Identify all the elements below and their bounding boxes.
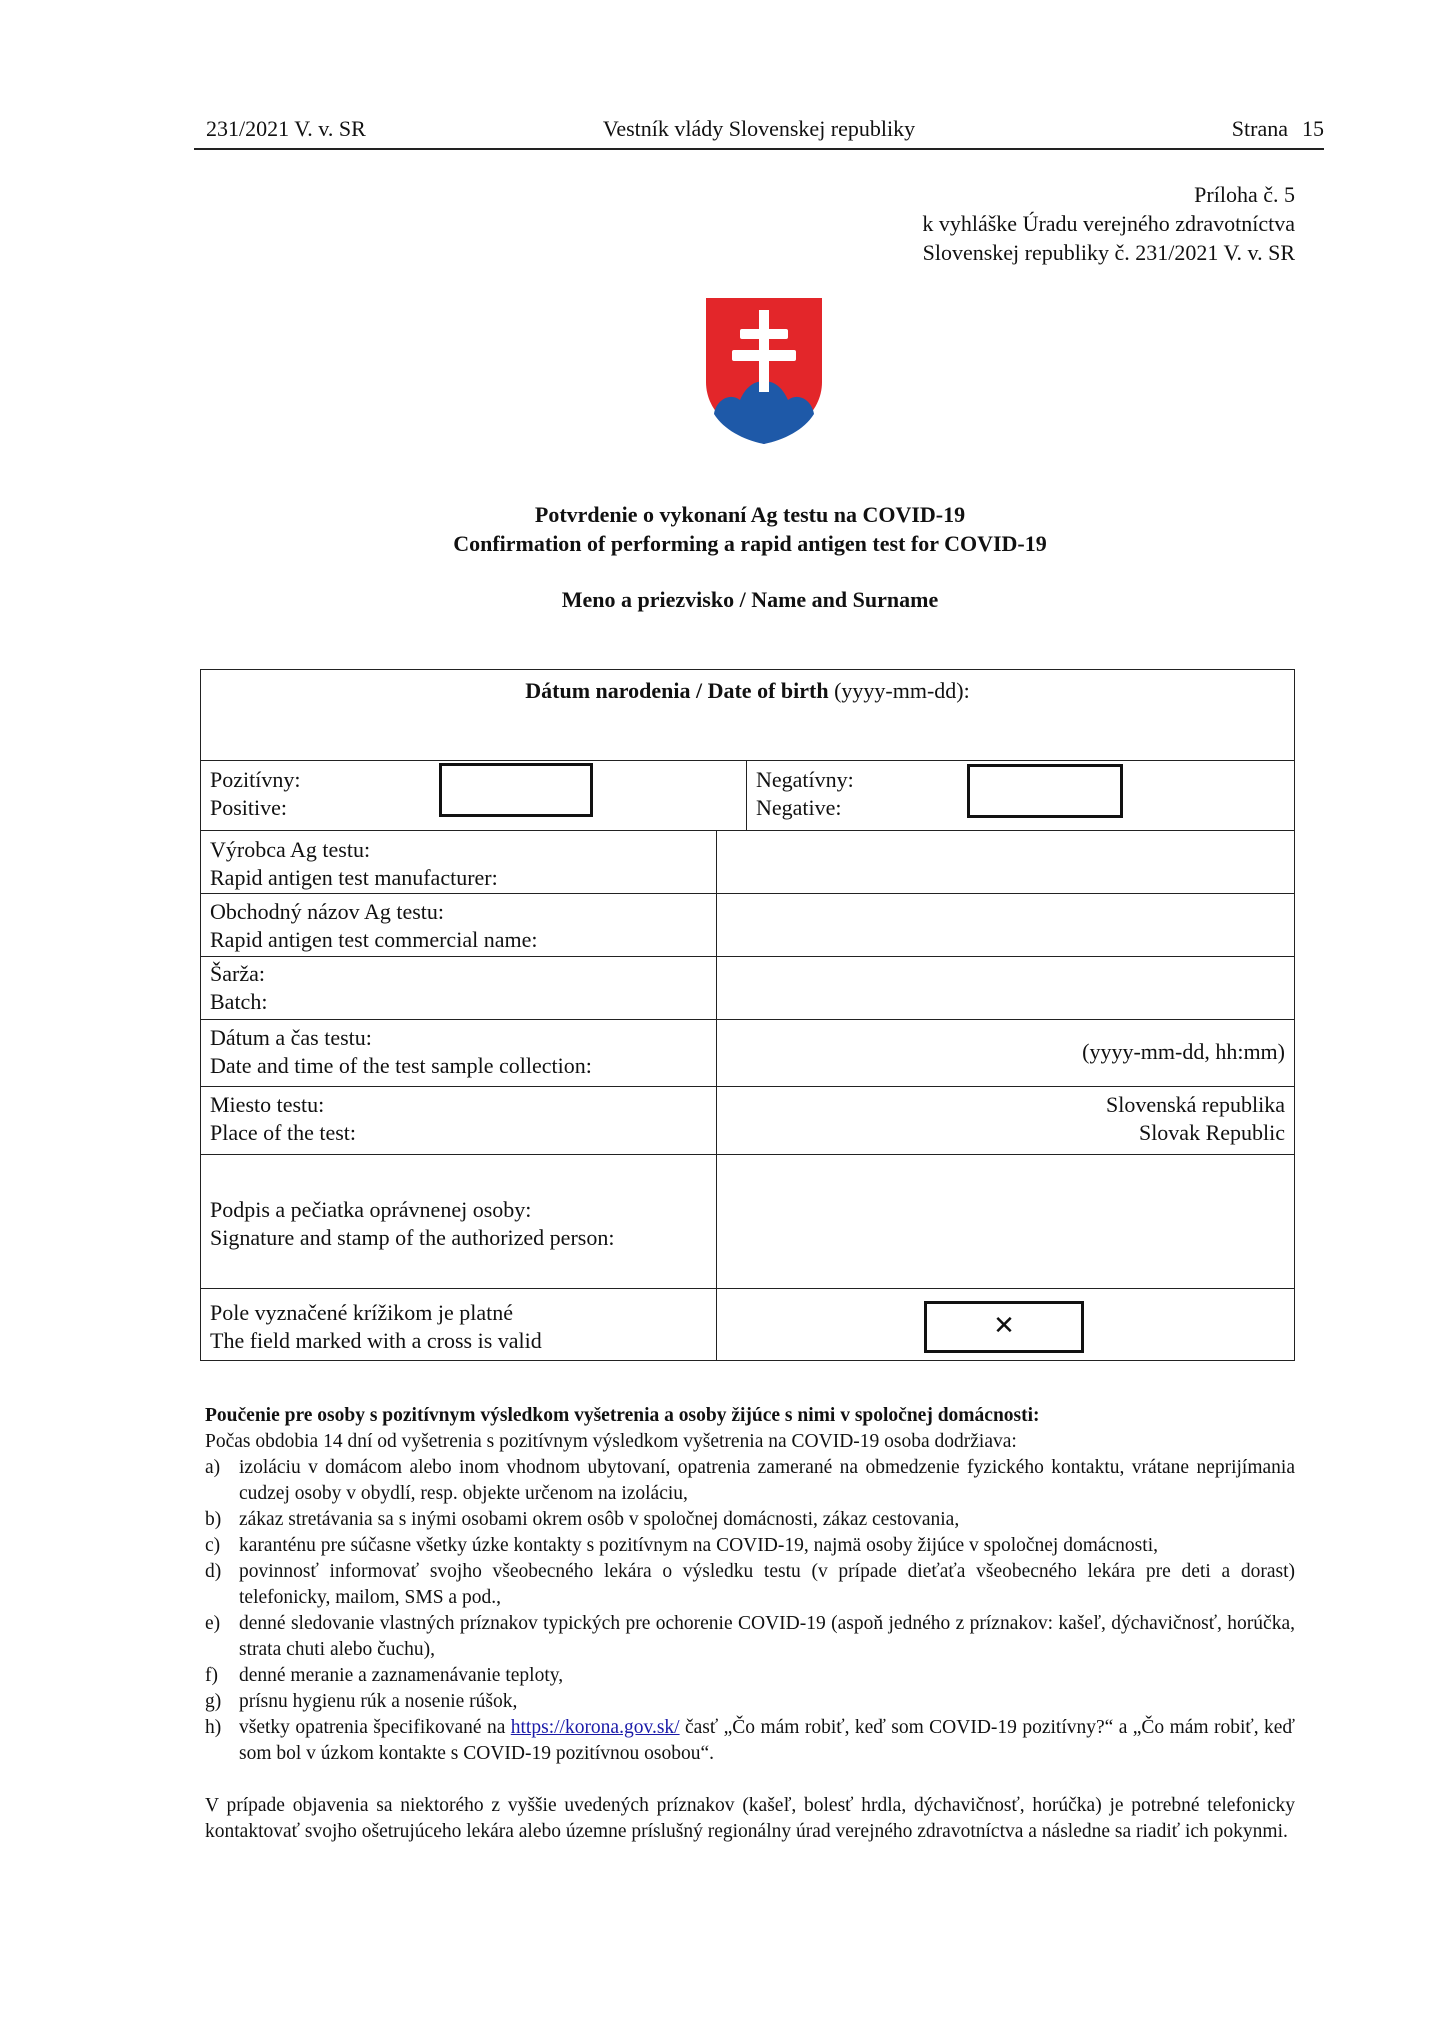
date-of-birth-field[interactable]	[201, 678, 1294, 704]
instructions-title: Poučenie pre osoby s pozitívnym výsledkom vyšetrenia a osoby žijúce s nimi v spoločnej domácnosti:	[205, 1405, 1040, 1426]
datetime-label-en: Date and time of the test sample collection:	[210, 1053, 592, 1078]
title-english: Confirmation of performing a rapid antigen test for COVID-19	[453, 531, 1047, 556]
list-item-text: denné meranie a zaznamenávanie teploty,	[239, 1665, 564, 1686]
slovak-coat-of-arms-icon	[703, 296, 825, 446]
place-value	[1106, 1091, 1285, 1147]
test-confirmation-form	[200, 669, 1295, 1361]
instructions-intro: Počas obdobia 14 dní od vyšetrenia s pozitívnym výsledkom vyšetrenia na COVID-19 osoba dodržiava:	[205, 1431, 1017, 1452]
title-slovak: Potvrdenie o vykonaní Ag testu na COVID-19	[534, 502, 966, 527]
commercial-name-label	[210, 898, 537, 954]
negative-label-sk: Negatívny:	[756, 767, 854, 792]
signature-field[interactable]	[718, 1156, 1294, 1286]
list-item-text: prísnu hygienu rúk a nosenie rúšok,	[239, 1691, 518, 1712]
list-item-key: c)	[205, 1535, 221, 1556]
cross-mark-icon: ✕	[993, 1311, 1015, 1341]
annex-line-1: Príloha č. 5	[1194, 182, 1295, 207]
valid-field-note-sk: Pole vyznačené krížikom je platné	[210, 1300, 513, 1325]
positive-label-sk: Pozitívny:	[210, 767, 301, 792]
list-item-key: a)	[205, 1457, 221, 1478]
list-item-key: g)	[205, 1691, 222, 1712]
list-item-key: e)	[205, 1613, 221, 1634]
valid-row-divider	[201, 1288, 1294, 1289]
negative-label	[756, 766, 854, 822]
manufacturer-row-divider	[201, 830, 1294, 831]
negative-label-en: Negative:	[756, 795, 842, 820]
negative-checkbox[interactable]	[967, 764, 1123, 818]
datetime-label	[210, 1024, 592, 1080]
batch-label	[210, 960, 267, 1016]
running-header	[194, 116, 1324, 150]
positive-label	[210, 766, 300, 822]
header-journal-title: Vestník vlády Slovenskej republiky	[602, 116, 916, 141]
header-reference: 231/2021 V. v. SR	[206, 116, 366, 141]
batch-row-divider	[201, 956, 1294, 957]
list-item	[205, 1507, 1295, 1533]
list-item-h	[205, 1715, 1295, 1767]
result-row-divider	[201, 760, 1294, 761]
place-row-divider	[201, 1086, 1294, 1087]
list-item-text: časť „Čo mám robiť, keď som COVID-19 pozitívny?“ a „Čo mám robiť, keď som bol v úzkom kontakte s COVID-19 pozitívnou osobou“.	[239, 1717, 1295, 1764]
instructions-section	[205, 1403, 1295, 1845]
symptoms-instruction: V prípade objavenia sa niektorého z vyššie uvedených príznakov (kašeľ, bolesť hrdla, dýchavičnosť, horúčka) je potrebné telefonicky kontaktovať svojho ošetrujúceho lekára alebo územne príslušný regionálny úrad verejného zdravotníctva a následne sa riadiť ich pokynmi.	[205, 1795, 1295, 1842]
commercial-name-field[interactable]	[718, 895, 1294, 955]
date-of-birth-label: Dátum narodenia / Date of birth	[525, 678, 829, 703]
datetime-field[interactable]: (yyyy-mm-dd, hh:mm)	[1082, 1039, 1285, 1064]
commercial-name-row-divider	[201, 893, 1294, 894]
list-item-text: zákaz stretávania sa s inými osobami okrem osôb v spoločnej domácnosti, zákaz cestovania,	[239, 1509, 960, 1530]
place-value-sk: Slovenská republika	[1105, 1092, 1285, 1117]
list-item	[205, 1533, 1295, 1559]
list-item-key: d)	[205, 1561, 222, 1582]
label-value-divider	[716, 830, 717, 1361]
instructions-list	[205, 1455, 1295, 1767]
commercial-name-label-sk: Obchodný názov Ag testu:	[210, 899, 445, 924]
manufacturer-field[interactable]	[718, 832, 1294, 892]
valid-cross-box	[924, 1301, 1084, 1353]
valid-field-note-en: The field marked with a cross is valid	[210, 1328, 542, 1353]
valid-field-note	[210, 1299, 542, 1355]
place-label-sk: Miesto testu:	[210, 1092, 325, 1117]
batch-label-en: Batch:	[210, 989, 268, 1014]
positive-label-en: Positive:	[210, 795, 288, 820]
date-of-birth-format: (yyyy-mm-dd):	[834, 678, 970, 703]
list-item	[205, 1611, 1295, 1663]
result-row-separator	[746, 760, 747, 830]
batch-field[interactable]	[718, 958, 1294, 1018]
list-item-text: všetky opatrenia špecifikované na	[239, 1717, 511, 1738]
manufacturer-label-en: Rapid antigen test manufacturer:	[210, 865, 498, 890]
annex-line-2: k vyhláške Úradu verejného zdravotníctva	[922, 211, 1295, 236]
header-page-label: Strana	[1231, 116, 1288, 141]
place-label	[210, 1091, 356, 1147]
datetime-label-sk: Dátum a čas testu:	[210, 1025, 372, 1050]
signature-row-divider	[201, 1154, 1294, 1155]
manufacturer-label	[210, 836, 498, 892]
signature-label-sk: Podpis a pečiatka oprávnenej osoby:	[210, 1197, 532, 1222]
datetime-row-divider	[201, 1019, 1294, 1020]
document-titles	[0, 500, 1432, 614]
list-item	[205, 1689, 1295, 1715]
list-item-key: h)	[205, 1717, 222, 1738]
list-item-key: b)	[205, 1509, 222, 1530]
signature-label	[210, 1196, 614, 1252]
annex-line-3: Slovenskej republiky č. 231/2021 V. v. SR	[922, 240, 1295, 265]
list-item-text: izoláciu v domácom alebo inom vhodnom ubytovaní, opatrenia zamerané na obmedzenie fyzického kontaktu, vrátane neprijímania cudzej osoby v obydlí, resp. objekte určenom na izoláciu,	[239, 1457, 1295, 1504]
list-item	[205, 1559, 1295, 1611]
list-item-text: povinnosť informovať svojho všeobecného lekára o výsledku testu (v prípade dieťaťa všeobecného lekára pre deti a dorast) telefonicky, mailom, SMS a pod.,	[239, 1561, 1295, 1608]
manufacturer-label-sk: Výrobca Ag testu:	[210, 837, 371, 862]
place-value-en: Slovak Republic	[1138, 1120, 1285, 1145]
positive-checkbox[interactable]	[439, 763, 593, 817]
header-page-info	[1218, 116, 1324, 142]
commercial-name-label-en: Rapid antigen test commercial name:	[210, 927, 538, 952]
header-page-number: 15	[1302, 116, 1324, 141]
place-label-en: Place of the test:	[210, 1120, 357, 1145]
signature-label-en: Signature and stamp of the authorized person:	[210, 1225, 615, 1250]
list-item-key: f)	[205, 1665, 218, 1686]
batch-label-sk: Šarža:	[210, 961, 265, 986]
list-item-text: denné sledovanie vlastných príznakov typických pre ochorenie COVID-19 (aspoň jedného z príznakov: kašeľ, dýchavičnosť, horúčka, strata chuti alebo čuchu),	[239, 1613, 1295, 1660]
annex-reference	[922, 180, 1295, 267]
name-and-surname-heading: Meno a priezvisko / Name and Surname	[561, 587, 939, 612]
korona-gov-link[interactable]: https://korona.gov.sk/	[510, 1717, 680, 1738]
list-item	[205, 1663, 1295, 1689]
list-item-text: karanténu pre súčasne všetky úzke kontakty s pozitívnym na COVID-19, najmä osoby žijúce v spoločnej domácnosti,	[239, 1535, 1158, 1556]
list-item	[205, 1455, 1295, 1507]
